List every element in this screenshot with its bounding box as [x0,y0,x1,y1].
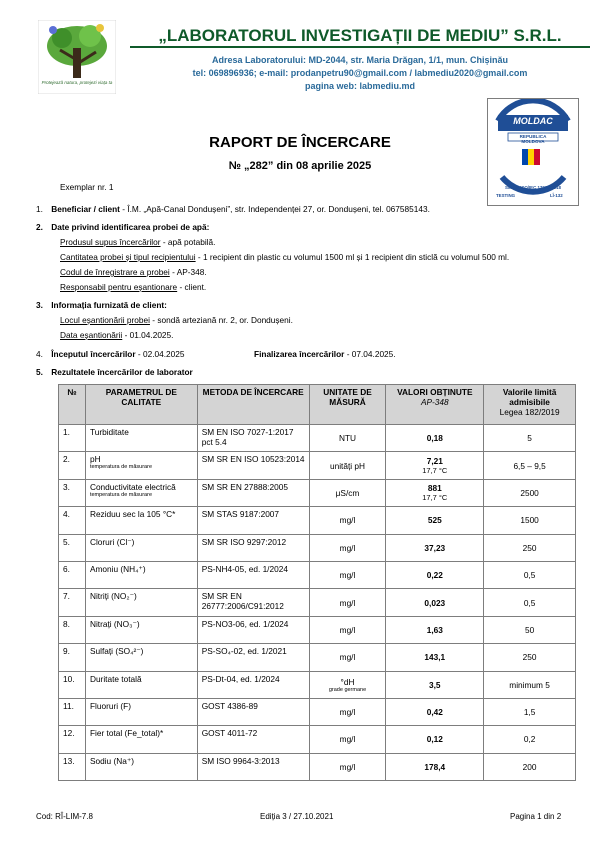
row-param-name: Duritate totală [89,673,142,684]
end-value: - 07.04.2025. [344,349,396,359]
row-value [386,671,484,698]
header-param: PARAMETRUL DE CALITATE [85,385,197,425]
badge-subtitle: REPUBLICA MOLDOVA [519,134,547,144]
code-label: Codul de înregistrare a probei [60,267,170,277]
row-method: GOST 4011-72 [197,726,309,753]
footer-page: Pagina 1 din 2 [510,812,562,821]
sampling-date-value: - 01.04.2025. [122,330,174,340]
row-nr: 3. [59,479,86,506]
row-value-main: 0,18 [426,433,443,444]
accreditation-badge [487,98,579,206]
row-unit-sub: grade germane [328,686,367,693]
row-nr: 1. [59,425,86,452]
row-unit-value: NTU [338,433,357,444]
result-row [59,753,576,780]
row-limit: minimum 5 [484,671,576,698]
row-unit [309,698,386,725]
result-row [59,507,576,534]
logo-caption: Protejează natura, protejezi viața ta [41,80,113,85]
result-row [59,616,576,643]
header-limits-label: Valorile limită admisibile [502,387,557,407]
code-value: - AP-348. [169,267,207,277]
footer-edition: Ediția 3 / 27.10.2021 [260,812,334,821]
row-method: GOST 4386-89 [197,698,309,725]
row-unit [309,589,386,616]
sampler-line [60,282,206,292]
lab-web: pagina web: labmediu.md [304,81,415,91]
section-2-num: 2. [36,222,43,232]
row-value-main: 0,023 [424,597,446,608]
row-value-main: 881 [427,483,442,494]
row-value [386,479,484,506]
row-param [85,534,197,561]
row-unit [309,534,386,561]
row-value [386,616,484,643]
quantity-label: Cantitatea probei și tipul recipientului [60,252,196,262]
row-value [386,561,484,588]
row-unit-value: mg/l [339,597,356,608]
row-unit-value: mg/l [339,707,356,718]
row-value-main: 37,23 [424,542,446,553]
row-param [85,616,197,643]
row-limit: 6,5 – 9,5 [484,452,576,479]
row-unit-value: mg/l [339,624,356,635]
product-label: Produsul supus încercărilor [60,237,161,247]
row-unit-value: mg/l [339,570,356,581]
result-row [59,698,576,725]
results-table [58,384,576,781]
row-unit [309,452,386,479]
row-unit-value: mg/l [339,734,356,745]
lab-logo [38,20,116,94]
badge-code: LÎ-132 [550,193,563,198]
location-label: Locul eșantionării probei [60,315,150,325]
header-divider [130,46,590,48]
row-nr: 2. [59,452,86,479]
header-nr: № [59,385,86,425]
product-value: - apă potabilă. [160,237,216,247]
row-unit-value: mg/l [339,652,356,663]
section-5-label: Rezultatele încercărilor de laborator [51,367,193,377]
result-row [59,479,576,506]
result-row [59,671,576,698]
result-row [59,589,576,616]
row-param [85,671,197,698]
row-param [85,561,197,588]
row-value [386,726,484,753]
quantity-value: - 1 recipient din plastic cu volumul 1500 ml și 1 recipient din sticlă cu volumul 500 ml. [195,252,510,262]
row-method: SM STAS 9187:2007 [197,507,309,534]
row-method: SM SR ISO 9297:2012 [197,534,309,561]
section-5-num: 5. [36,367,43,377]
lab-name: „LABORATORUL INVESTIGAȚII DE MEDIU” S.R.L. [158,26,562,45]
row-param [85,507,197,534]
product-line [60,237,215,247]
row-unit [309,479,386,506]
badge-brand: MOLDAC [513,116,553,126]
row-limit: 2500 [484,479,576,506]
result-row [59,644,576,671]
row-param [85,589,197,616]
row-limit: 0,5 [484,589,576,616]
row-param-sub: temperatura de măsurare [89,464,153,471]
row-unit [309,561,386,588]
row-limit: 5 [484,425,576,452]
row-limit: 200 [484,753,576,780]
row-nr: 7. [59,589,86,616]
row-param [85,452,197,479]
row-value-main: 0,42 [426,707,443,718]
row-value-main: 3,5 [429,679,441,690]
row-value-temp: 17,7 °C [422,466,448,476]
copy-number: Exemplar nr. 1 [60,182,114,192]
row-nr: 8. [59,616,86,643]
row-method: SM ISO 9964-3:2013 [197,753,309,780]
row-method: PS-NH4-05, ed. 1/2024 [197,561,309,588]
section-3-num: 3. [36,300,43,310]
row-param [85,644,197,671]
row-limit: 0,5 [484,561,576,588]
row-unit [309,644,386,671]
row-param [85,425,197,452]
badge-standard: SM EN ISO/IEC 17025:2018 [505,185,561,190]
quantity-line [60,252,509,262]
section-1 [36,204,430,214]
row-value [386,452,484,479]
row-nr: 6. [59,561,86,588]
row-unit-value: mg/l [339,761,356,772]
location-line [60,315,293,325]
row-unit-value: mg/l [339,542,356,553]
row-method: SM SR EN ISO 10523:2014 [197,452,309,479]
code-line [60,267,207,277]
end-line [254,349,396,359]
section-2 [36,222,209,232]
row-value [386,534,484,561]
header-values-label: VALORI OBȚINUTE [397,387,473,397]
row-param-name: Sodiu (Na⁺) [89,755,134,766]
row-limit: 250 [484,644,576,671]
row-param-name: Nitrați (NO₃⁻) [89,618,140,629]
result-row [59,726,576,753]
row-param-name: Sulfați (SO₄²⁻) [89,646,144,657]
footer-code: Cod: RÎ-LIM-7.8 [36,812,93,821]
row-param [85,479,197,506]
sampler-label: Responsabil pentru eșantionare [60,282,178,292]
row-limit: 0,2 [484,726,576,753]
row-value-main: 0,22 [426,570,443,581]
row-value-main: 525 [427,515,442,526]
row-value-main: 0,12 [426,734,443,745]
start-label: Începutul încercărilor [51,349,136,359]
result-row [59,425,576,452]
row-param-name: Fluoruri (F) [89,700,131,711]
row-unit [309,507,386,534]
section-3-label: Informația furnizată de client: [51,300,167,310]
row-method: SM SR EN 26777:2006/C91:2012 [197,589,309,616]
row-value [386,644,484,671]
row-nr: 13. [59,753,86,780]
section-1-label: Beneficiar / client [51,204,120,214]
badge-testing: TESTING [496,193,516,198]
row-param [85,726,197,753]
section-5 [36,367,193,377]
report-number: № „282” din 08 aprilie 2025 [228,160,372,172]
header-unit: UNITATE DE MĂSURĂ [309,385,386,425]
row-nr: 9. [59,644,86,671]
row-method: PS-Dt-04, ed. 1/2024 [197,671,309,698]
row-param-name: Cloruri (Cl⁻) [89,536,135,547]
row-unit-value: °dH [340,676,355,687]
lab-contacts: tel: 069896936; e-mail: prodanpetru90@gmail.com / labmediu2020@gmail.com [192,68,528,78]
section-3 [36,300,167,310]
row-value [386,753,484,780]
lab-address: Adresa Laboratorului: MD-2044, str. Maria Drăgan, 1/1, mun. Chișinău [211,55,509,65]
row-unit [309,671,386,698]
row-method: SM SR EN 27888:2005 [197,479,309,506]
row-unit [309,425,386,452]
row-param-name: Fier total (Fe_total)* [89,728,164,739]
header-limits [484,385,576,425]
row-value-main: 178,4 [424,761,446,772]
row-param-name: Nitriți (NO₂⁻) [89,591,137,602]
row-param-name: Conductivitate electrică [89,481,176,492]
section-4 [36,349,185,359]
row-limit: 50 [484,616,576,643]
sampling-date-line [60,330,173,340]
row-method: PS-SO₄-02, ed. 1/2021 [197,644,309,671]
row-nr: 5. [59,534,86,561]
header-values-code: AP-348 [420,397,449,407]
header-values [386,385,484,425]
row-nr: 10. [59,671,86,698]
header-limits-law: Legea 182/2019 [499,407,560,417]
row-unit-value: unități pH [329,460,366,471]
result-row [59,561,576,588]
results-header-row [59,385,576,425]
row-value-main: 7,21 [426,456,443,467]
row-value-main: 1,63 [426,624,443,635]
row-param-sub: temperatura de măsurare [89,491,153,498]
row-value [386,698,484,725]
end-label: Finalizarea încercărilor [254,349,345,359]
row-unit-value: mg/l [339,515,356,526]
row-value-temp: 17,7 °C [422,493,448,503]
section-1-num: 1. [36,204,43,214]
row-param-name: Turbiditate [89,427,129,437]
row-method: SM EN ISO 7027-1:2017 pct 5.4 [197,425,309,452]
row-param-name: pH [89,454,101,465]
row-nr: 4. [59,507,86,534]
row-limit: 1500 [484,507,576,534]
row-param-name: Reziduu sec la 105 °C* [89,509,176,520]
section-1-value: - Î.M. „Apă-Canal Dondușeni”, str. Independenței 27, or. Dondușeni, tel. 067585143. [119,204,430,214]
row-nr: 11. [59,698,86,725]
row-limit: 1,5 [484,698,576,725]
report-title: RAPORT DE ÎNCERCARE [209,134,391,151]
row-value [386,425,484,452]
row-unit [309,753,386,780]
row-param [85,753,197,780]
section-2-label: Date privind identificarea probei de apă: [51,222,210,232]
start-value: - 02.04.2025 [135,349,185,359]
row-nr: 12. [59,726,86,753]
sampler-value: - client. [177,282,207,292]
result-row [59,452,576,479]
row-value-main: 143,1 [424,652,446,663]
result-row [59,534,576,561]
row-unit [309,726,386,753]
row-value [386,589,484,616]
row-param [85,698,197,725]
row-value [386,507,484,534]
row-unit-value: μS/cm [335,487,360,498]
sampling-date-label: Data eșantionării [60,330,123,340]
row-unit [309,616,386,643]
row-method: PS-NO3-06, ed. 1/2024 [197,616,309,643]
header-method: METODA DE ÎNCERCARE [197,385,309,425]
row-limit: 250 [484,534,576,561]
row-param-name: Amoniu (NH₄⁺) [89,563,146,574]
section-4-num: 4. [36,349,43,359]
location-value: - sondă arteziană nr. 2, or. Dondușeni. [149,315,293,325]
